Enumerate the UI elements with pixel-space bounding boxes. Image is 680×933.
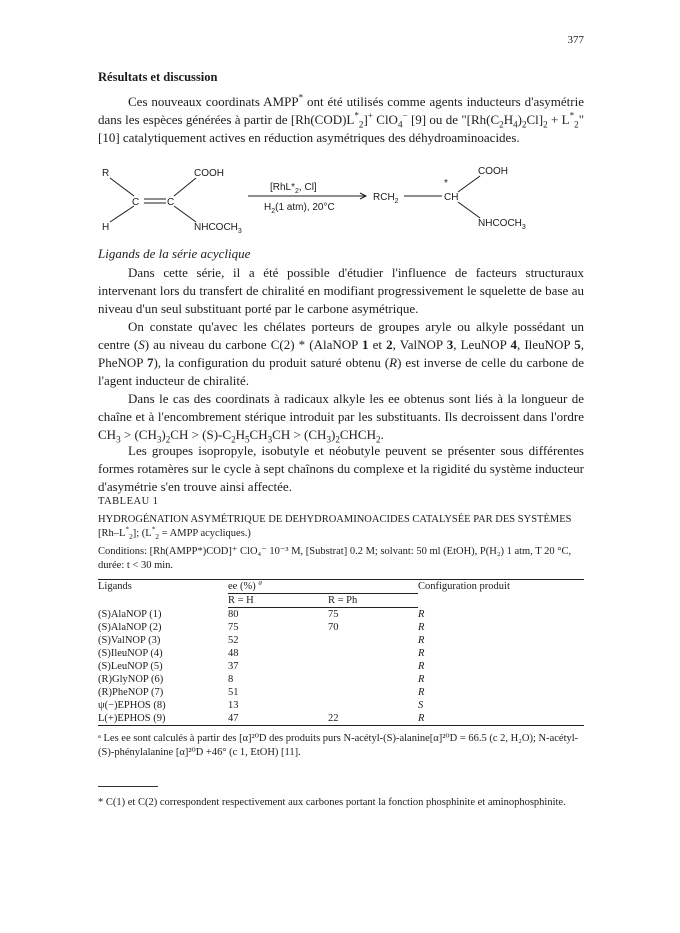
cell-ee-r-h: 75 [228,622,239,633]
cell-config: R [418,608,425,620]
scheme-h: H [102,222,110,233]
scheme-nhcoch3: $NHCOCH_3$ [194,222,242,235]
cell-ligand: (R)GlyNOP (6) [98,674,164,685]
ligands-heading: Ligands de la série acyclique [98,246,251,261]
cell-ee-r-ph [328,699,418,712]
cell-ee-r-ph [328,660,418,673]
cell-ligand: (S)AlaNOP (2) [98,622,162,633]
header-ligands: Ligands [98,580,228,608]
cell-config: R [418,674,425,685]
results-table [98,579,584,726]
table-title: HYDROGÉNATION ASYMÉTRIQUE DE DEHYDROAMINOACIDES CATALYSÉE PAR DES SYSTÈMES $[Rh-L^*_2]$; ($L^*_2$ = AMPP acycliques.) [98,514,572,542]
bond-ch-cooh [458,176,480,192]
cell-ee-r-h: 13 [228,700,239,711]
table-row [98,608,584,622]
cell-ee-r-ph [328,686,418,699]
product-nhcoch3: $NHCOCH_3$ [478,218,526,231]
header-config: Configuration produit [418,580,584,608]
cell-config: R [418,712,584,726]
cell-ligand: (S)ValNOP (3) [98,635,161,646]
cell-config: R [418,687,425,698]
bond-r-c [110,178,134,196]
chiral-star: * [444,178,448,189]
cell-ee-r-ph: 75 [328,609,339,620]
header-r-ph: R = Ph [328,594,418,608]
cell-ee-r-h: 48 [228,648,239,659]
cell-ee-r-h: 51 [228,687,239,698]
table-section [98,496,584,760]
table-row [98,621,584,634]
cell-ligand: (S)LeuNOP (5) [98,661,163,672]
cell-ligand: L(+)EPHOS (9) [98,712,228,726]
cell-ee-r-h: 8 [228,674,234,685]
reagent-bottom: $H_2(1$ atm), 20°C [264,202,335,215]
cell-config: R [418,648,425,659]
table-footnote: ᵃ Les ee sont calculés à partir des [α]²⁰D des produits purs N-acétyl-(S)-alanine[α]²⁰D = 66.5 (c 2, H₂O); N-acétyl-(S)-phénylalanine [α]²⁰D +46° (c 1, EtOH) [11]. [98,733,579,758]
header-ee: ee (%) $^a$ [228,580,418,594]
cell-config: R [418,622,425,633]
page-number: 377 [567,34,584,46]
table-row [98,673,584,686]
paragraph-4: Les groupes isopropyle, isobutyle et néobutyle peuvent se présenter sous différentes formes rotamères sur le cycle à sept chaînons du complexe et la rigidité du système inducteur d'asymétrie s'en trouve ainsi affectée. [98,443,584,494]
product-ch: CH [444,192,459,203]
scheme-c-left: C [132,197,140,208]
bond-c-nhcoch3 [174,206,196,222]
reaction-scheme-drawing [98,164,584,240]
table-body [98,608,584,726]
cell-ligand: (S)IleuNOP (4) [98,648,163,659]
paragraph-3: Dans le cas des coordinats à radicaux alkyle les ee obtenus sont liés à la longueur de chaîne et à l'encombrement stérique introduit par les substituants. Ils decroissent dans l'ordre $CH_3 > (CH_3)_2CH > (S)-C_2H_5CH_3CH$ > $(CH_3)_2CHCH_2$. [98,391,584,445]
header-r-h: R = H [228,594,328,608]
cell-config: R [418,661,425,672]
product-cooh: COOH [478,166,508,177]
table-row [98,647,584,660]
scheme-c-right: C [167,197,175,208]
paragraph-1: Dans cette série, il a été possible d'étudier l'influence de facteurs structuraux intervenant lors du transfert de chiralité en modifiant progressivement le squelette de base au niveau d'un seul substituant porté par le carbone asymétrique. [98,265,584,316]
cell-ee-r-ph: 70 [328,622,339,633]
bond-ch-nhcoch3 [458,202,480,218]
table-row [98,634,584,647]
cell-ee-r-ph [328,634,418,647]
cell-ligand: ψ(−)EPHOS (8) [98,700,166,711]
cell-ee-r-h: 52 [228,635,239,646]
table-conditions: Conditions: [Rh(AMPP*)COD]⁺ ClO₄⁻ 10⁻³ M, [Substrat] 0.2 M; solvant: 50 ml (EtOH), P(H₂) 1 atm, T 20 °C, durée: t < 30 min. [98,546,572,571]
cell-ee-r-ph [328,673,418,686]
cell-ee-r-h: 80 [228,609,239,620]
cell-ee-r-h: 47 [228,712,328,726]
scheme-cooh: COOH [194,168,224,179]
cell-config: S [418,700,424,711]
table-row [98,660,584,673]
table-row [98,686,584,699]
cell-ee-r-h: 37 [228,661,239,672]
intro-paragraph: Ces nouveaux coordinats AMPP* ont été utilisés comme agents inducteurs d'asymétrie dans les espèces générées à partir de $[Rh(COD)L^*_2]^+$ ClO$_4$− [9] ou de "$[Rh(C_2H_4)_2Cl]_2 + L^*_2$" [10] catalytiquement actives en réduction asymétriques des déhydroaminoacides. [98,92,584,145]
bond-h-c [110,206,134,222]
cell-ligand: (R)PheNOP (7) [98,687,164,698]
table-row [98,699,584,712]
product-rch2: $RCH_2$ [373,192,399,205]
table-label: TABLEAU 1 [98,496,159,507]
cell-ligand: (S)AlaNOP (1) [98,608,162,620]
table-row [98,712,584,726]
cell-ee-r-ph [328,647,418,660]
cell-ee-r-ph: 22 [328,712,418,726]
cell-config: R [418,635,425,646]
page-footnote: * C(1) et C(2) correspondent respectivement aux carbones portant la fonction phosphinite et aminophosphinite. [98,797,566,808]
paragraph-2: On constate qu'avec les chélates porteurs de groupes aryle ou alkyle possédant un centre (S) au niveau du carbone C(2) * (AlaNOP 1 et 2, ValNOP 3, LeuNOP 4, IleuNOP 5, PheNOP 7), la configuration du produit saturé obtenu (R) est inverse de celle du carbone de l'agent inducteur de chiralité. [98,319,584,388]
footnote-divider [98,786,158,787]
section-heading: Résultats et discussion [98,70,218,84]
bond-c-cooh [174,178,196,196]
reaction-scheme [98,164,584,240]
scheme-r: R [102,168,110,179]
reagent-top: [$RhL*_2$, Cl] [270,182,317,195]
